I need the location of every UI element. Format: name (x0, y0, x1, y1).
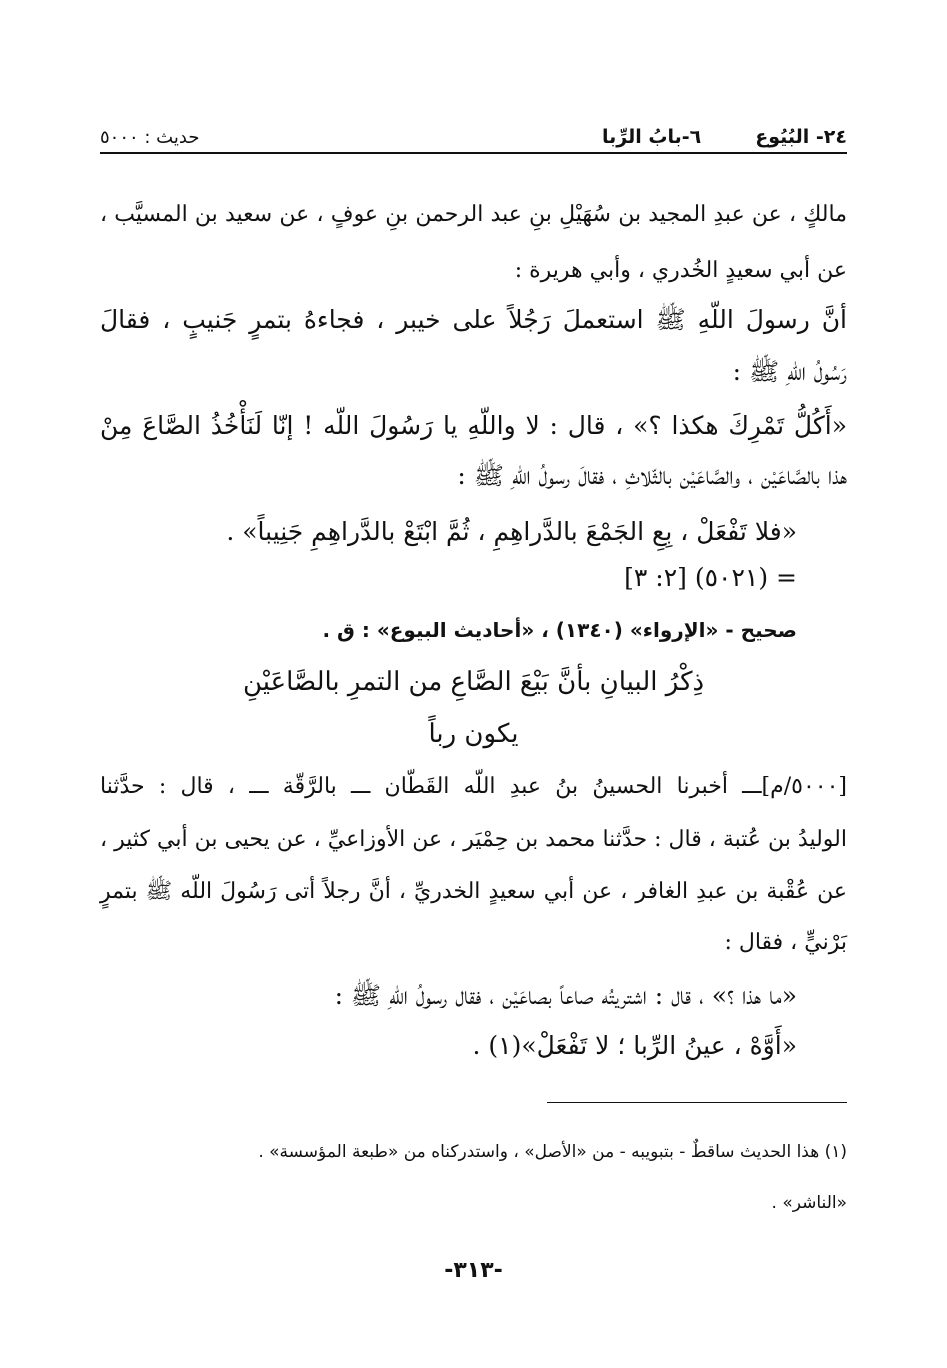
hadith-line: «أَوَّهْ ، عينُ الرِّبا ؛ لا تَفْعَلْ»(١) . (472, 1031, 797, 1060)
header-divider (100, 152, 847, 154)
footnote-continuation: «الناشر» . (771, 1193, 847, 1213)
chapter-heading-line1: ذِكْرُ البيانِ بأنَّ بَيْعَ الصَّاعِ من التمرِ بالصَّاعَيْنِ (242, 667, 705, 697)
text-line: رَسُولُ اللّهِ ﷺ : (732, 357, 847, 386)
hadith-line: الوليدُ بن عُتبة ، قال : حدَّثنا محمد بن حِمْيَر ، عن الأوزاعيِّ ، عن يحيى بن أبي كثير ، (100, 827, 847, 852)
header-titles (602, 126, 847, 148)
text-line: مالكٍ ، عن عبدِ المجيد بن سُهَيْلِ بنِ عبد الرحمن بنِ عوفٍ ، عن سعيد بن المسيَّب ، (100, 202, 847, 227)
hadith-line: «ما هذا ؟» ، قال : اشتريتُه صاعاً بصاعَيْن ، فقال رسولُ اللّهِ ﷺ : (334, 981, 797, 1010)
cross-reference: = (٥٠٢١) [٢: ٣] (624, 563, 797, 592)
text-line: هذا بالصَّاعَيْن ، والصَّاعَيْن بالثّلاثِ ، فقالَ رسولُ اللّهِ ﷺ : (457, 461, 847, 490)
text-line: عن أبي سعيدٍ الخُدري ، وأبي هريرة : (514, 258, 847, 283)
hadith-line: [٥٠٠٠/م]ـــ أخبرنا الحسينُ بنُ عبدِ اللّه القَطّان ـــ بالرَّقّة ـــ ، قال : حدَّثنا (100, 774, 847, 799)
text-line: أنَّ رسولَ اللّهِ ﷺ استعملَ رَجُلاً على خيبر ، فجاءهُ بتمرٍ جَنيبٍ ، فقالَ (100, 305, 847, 334)
running-header (100, 112, 847, 148)
chapter-title: ٦-بابُ الرِّبا (602, 126, 702, 148)
hadith-line: بَرْنيٍّ ، فقال : (724, 930, 847, 955)
book-title: ٢٤- البُيُوع (755, 126, 847, 148)
footnote: (١) هذا الحديث ساقطٌ - بتبويبه - من «الأصل» ، واستدركناه من «طبعة المؤسسة» . (258, 1142, 847, 1162)
hadith-number-label: حديث : ٥٠٠٠ (100, 127, 200, 148)
hadith-grading: صحيح - «الإرواء» (١٣٤٠) ، «أحاديث البيوع» : ق . (322, 618, 797, 642)
footnote-divider (547, 1102, 847, 1103)
hadith-line: عن عُقْبة بن عبدِ الغافر ، عن أبي سعيدٍ الخدريِّ ، أنَّ رجلاً أتى رَسُولَ اللّه ﷺ بتمرٍ (100, 879, 847, 904)
text-line: «فلا تَفْعَلْ ، بِعِ الجَمْعَ بالدَّراهِمِ ، ثُمَّ ابْتَعْ بالدَّراهِمِ جَنِيباً» . (226, 517, 797, 546)
chapter-heading-line2: يكون رباً (428, 719, 519, 749)
text-line: «أَكُلُّ تَمْرِكَ هكذا ؟» ، قال : لا واللّهِ يا رَسُولَ اللّه ! إنّا لَنَأْخُذُ الصَّاعَ مِنْ (100, 411, 847, 440)
page-number: -٣١٣- (444, 1258, 503, 1283)
